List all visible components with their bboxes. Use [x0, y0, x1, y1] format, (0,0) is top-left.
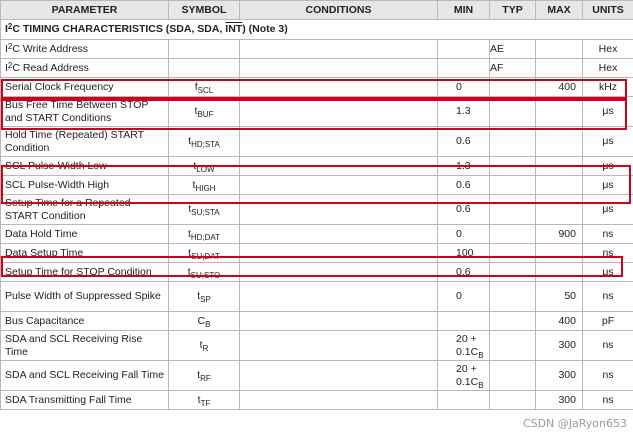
parameter-cell: Data Hold Time — [1, 225, 169, 244]
table-row — [1, 78, 633, 97]
symbol-cell: $t_{HD;DAT}$ — [169, 225, 240, 244]
units-cell: Hex — [583, 40, 633, 59]
typ-cell — [490, 225, 536, 244]
conditions-cell — [240, 263, 438, 282]
table-row — [1, 97, 633, 127]
typ-cell: AE — [490, 40, 536, 59]
units-cell: ns — [583, 361, 633, 391]
symbol-cell: $t_{TF}$ — [169, 391, 240, 410]
max-cell — [536, 59, 583, 78]
typ-cell — [490, 195, 536, 225]
symbol-cell: $t_{HD;STA}$ — [169, 127, 240, 157]
typ-cell — [490, 312, 536, 331]
symbol-cell: $t_{LOW}$ — [169, 157, 240, 176]
max-cell: 400 — [536, 312, 583, 331]
typ-cell — [490, 244, 536, 263]
max-cell: 50 — [536, 282, 583, 312]
units-cell: pF — [583, 312, 633, 331]
max-cell: 300 — [536, 361, 583, 391]
conditions-cell — [240, 282, 438, 312]
parameter-cell: SDA Transmitting Fall Time — [1, 391, 169, 410]
min-cell: 0 — [438, 78, 490, 97]
parameter-cell: $I^2C$ Write Address — [1, 40, 169, 59]
min-cell: 0 — [438, 282, 490, 312]
max-cell: 300 — [536, 391, 583, 410]
conditions-cell — [240, 97, 438, 127]
typ-cell — [490, 361, 536, 391]
table-row — [1, 59, 633, 78]
parameter-cell: Setup Time for a Repeated START Condition — [1, 195, 169, 225]
symbol-cell — [169, 40, 240, 59]
parameter-cell: Setup Time for STOP Condition — [1, 263, 169, 282]
typ-cell — [490, 282, 536, 312]
parameter-cell: SDA and SCL Receiving Rise Time — [1, 331, 169, 361]
parameter-cell: Data Setup Time — [1, 244, 169, 263]
symbol-cell: $t_{RF}$ — [169, 361, 240, 391]
min-cell — [438, 312, 490, 331]
symbol-cell: $t_{HIGH}$ — [169, 176, 240, 195]
table-row — [1, 361, 633, 391]
conditions-cell — [240, 225, 438, 244]
max-cell — [536, 195, 583, 225]
conditions-cell — [240, 40, 438, 59]
max-cell: 300 — [536, 331, 583, 361]
conditions-cell — [240, 361, 438, 391]
max-cell — [536, 263, 583, 282]
units-cell: ns — [583, 282, 633, 312]
table-row — [1, 391, 633, 410]
parameter-cell: Serial Clock Frequency — [1, 78, 169, 97]
typ-cell — [490, 263, 536, 282]
min-cell: 100 — [438, 244, 490, 263]
max-cell: 900 — [536, 225, 583, 244]
units-cell: μs — [583, 263, 633, 282]
header-row — [1, 1, 633, 20]
conditions-cell — [240, 157, 438, 176]
table-row — [1, 282, 633, 312]
table-row — [1, 40, 633, 59]
typ-cell: AF — [490, 59, 536, 78]
conditions-cell — [240, 59, 438, 78]
min-cell: 0.6 — [438, 195, 490, 225]
symbol-cell: $f_{SCL}$ — [169, 78, 240, 97]
conditions-cell — [240, 78, 438, 97]
units-cell: μs — [583, 127, 633, 157]
min-cell: $20 + 0.1C_B$ — [438, 331, 490, 361]
table-row — [1, 331, 633, 361]
symbol-cell — [169, 59, 240, 78]
min-cell — [438, 391, 490, 410]
typ-cell — [490, 391, 536, 410]
min-cell: 0 — [438, 225, 490, 244]
conditions-cell — [240, 391, 438, 410]
units-cell: μs — [583, 157, 633, 176]
parameter-cell: SCL Pulse-Width High — [1, 176, 169, 195]
symbol-cell: $t_R$ — [169, 331, 240, 361]
parameter-cell: $I^2C$ Read Address — [1, 59, 169, 78]
typ-cell — [490, 176, 536, 195]
units-cell: ns — [583, 244, 633, 263]
max-cell — [536, 176, 583, 195]
max-cell: 400 — [536, 78, 583, 97]
header-typ: TYP — [490, 1, 536, 20]
units-cell: kHz — [583, 78, 633, 97]
conditions-cell — [240, 244, 438, 263]
max-cell — [536, 97, 583, 127]
symbol-cell: $C_B$ — [169, 312, 240, 331]
typ-cell — [490, 157, 536, 176]
symbol-cell: $t_{SU;STO}$ — [169, 263, 240, 282]
table-row — [1, 244, 633, 263]
table-row — [1, 127, 633, 157]
min-cell: 1.3 — [438, 157, 490, 176]
units-cell: μs — [583, 97, 633, 127]
table-row — [1, 157, 633, 176]
conditions-cell — [240, 312, 438, 331]
int-overline: $\overline{INT}$ — [225, 23, 243, 35]
symbol-cell: $t_{SU;STA}$ — [169, 195, 240, 225]
header-units: UNITS — [583, 1, 633, 20]
typ-cell — [490, 331, 536, 361]
units-cell: ns — [583, 331, 633, 361]
header-parameter: PARAMETER — [1, 1, 169, 20]
min-cell: 0.6 — [438, 263, 490, 282]
min-cell — [438, 59, 490, 78]
max-cell — [536, 40, 583, 59]
units-cell: μs — [583, 176, 633, 195]
min-cell — [438, 40, 490, 59]
typ-cell — [490, 78, 536, 97]
parameter-cell: SCL Pulse-Width Low — [1, 157, 169, 176]
header-max: MAX — [536, 1, 583, 20]
symbol-cell: $t_{BUF}$ — [169, 97, 240, 127]
max-cell — [536, 244, 583, 263]
typ-cell — [490, 127, 536, 157]
units-cell: Hex — [583, 59, 633, 78]
conditions-cell — [240, 176, 438, 195]
header-symbol: SYMBOL — [169, 1, 240, 20]
header-conditions: CONDITIONS — [240, 1, 438, 20]
symbol-cell: $t_{SU;DAT}$ — [169, 244, 240, 263]
parameter-cell: Bus Free Time Between STOP and START Conditions — [1, 97, 169, 127]
units-cell: ns — [583, 391, 633, 410]
min-cell: 0.6 — [438, 127, 490, 157]
parameter-cell: Hold Time (Repeated) START Condition — [1, 127, 169, 157]
table-row — [1, 176, 633, 195]
section-title-row — [1, 20, 633, 40]
max-cell — [536, 127, 583, 157]
parameter-cell: SDA and SCL Receiving Fall Time — [1, 361, 169, 391]
units-cell: ns — [583, 225, 633, 244]
units-cell: μs — [583, 195, 633, 225]
section-title: $I^2C$ TIMING CHARACTERISTICS (SDA, SDA, $\overline{INT}$) (Note 3) — [1, 20, 633, 40]
parameter-cell: Bus Capacitance — [1, 312, 169, 331]
symbol-cell: $t_{SP}$ — [169, 282, 240, 312]
conditions-cell — [240, 127, 438, 157]
header-min: MIN — [438, 1, 490, 20]
table-row — [1, 263, 633, 282]
parameter-cell: Pulse Width of Suppressed Spike — [1, 282, 169, 312]
table-row — [1, 312, 633, 331]
watermark: CSDN @JaRyon653 — [522, 417, 627, 430]
table-row — [1, 195, 633, 225]
max-cell — [536, 157, 583, 176]
table-row — [1, 225, 633, 244]
min-cell: 1.3 — [438, 97, 490, 127]
typ-cell — [490, 97, 536, 127]
min-cell: $20 + 0.1C_B$ — [438, 361, 490, 391]
conditions-cell — [240, 331, 438, 361]
min-cell: 0.6 — [438, 176, 490, 195]
conditions-cell — [240, 195, 438, 225]
